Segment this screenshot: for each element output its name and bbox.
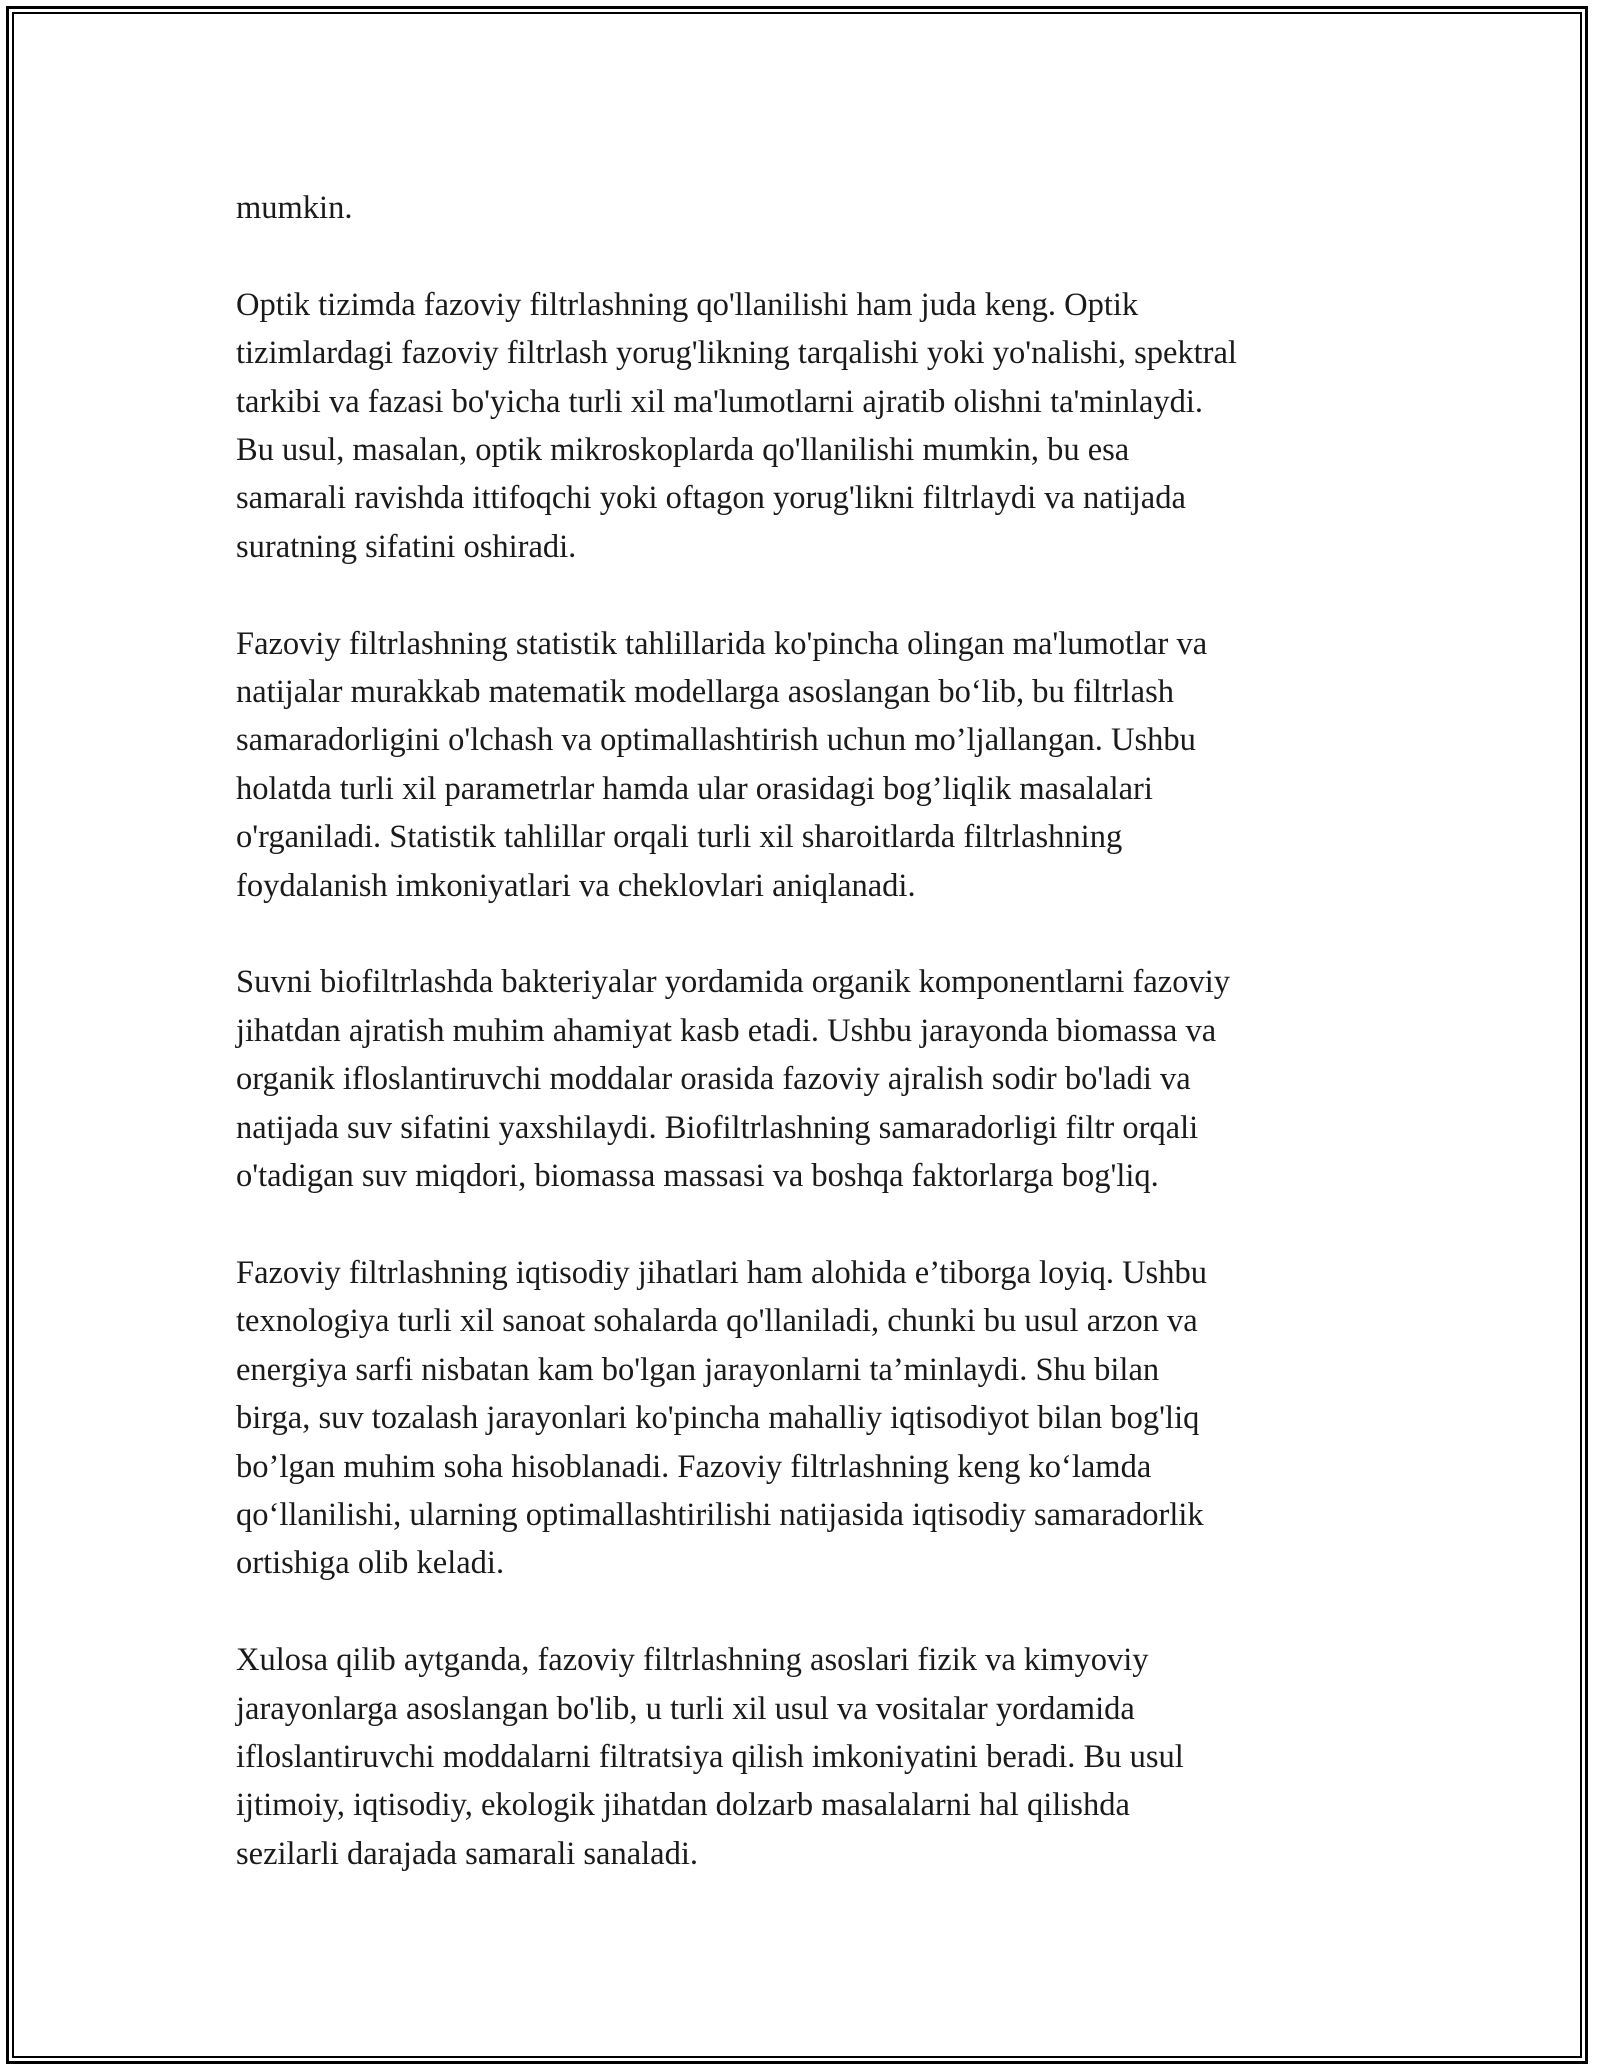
text-line: Fazoviy filtrlashning statistik tahlillarida ko'pincha olingan ma'lumotlar va bbox=[236, 625, 1208, 662]
text-line: mumkin. bbox=[236, 190, 353, 226]
text-line: natijada suv sifatini yaxshilaydi. Biofiltrlashning samaradorligi filtr orqali bbox=[236, 1109, 1199, 1146]
text-line: tarkibi va fazasi bo'yicha turli xil ma'lumotlarni ajratib olishni ta'minlaydi. bbox=[236, 383, 1204, 420]
text-line: qo‘llanilishi, ularning optimallashtirilishi natijasida iqtisodiy samaradorlik bbox=[236, 1496, 1204, 1533]
paragraph-6 bbox=[236, 1636, 1376, 1878]
text-line: o'rganiladi. Statistik tahlillar orqali turli xil sharoitlarda filtrlashning bbox=[236, 819, 1123, 856]
text-line: ijtimoiy, iqtisodiy, ekologik jihatdan dolzarb masalalarni hal qilishda bbox=[236, 1787, 1130, 1824]
text-line: texnologiya turli xil sanoat sohalarda qo'llaniladi, chunki bu usul arzon va bbox=[236, 1303, 1198, 1340]
text-line: organik ifloslantiruvchi moddalar orasida fazoviy ajralish sodir bo'ladi va bbox=[236, 1061, 1191, 1098]
text-line: jihatdan ajratish muhim ahamiyat kasb etadi. Ushbu jarayonda biomassa va bbox=[236, 1012, 1217, 1049]
text-line: Xulosa qilib aytganda, fazoviy filtrlashning asoslari fizik va kimyoviy bbox=[236, 1642, 1149, 1679]
text-line: ifloslantiruvchi moddalarni filtratsiya qilish imkoniyatini beradi. Bu usul bbox=[236, 1738, 1184, 1775]
text-line: suratning sifatini oshiradi. bbox=[236, 528, 577, 565]
text-line: natijalar murakkab matematik modellarga asoslangan bo‘lib, bu filtrlash bbox=[236, 674, 1175, 711]
paragraph-1 bbox=[236, 184, 1376, 232]
text-line: bo’lgan muhim soha hisoblanadi. Fazoviy filtrlashning keng ko‘lamda bbox=[236, 1448, 1152, 1485]
paragraph-5 bbox=[236, 1249, 1376, 1588]
paragraph-2 bbox=[236, 281, 1376, 571]
text-line: energiya sarfi nisbatan kam bo'lgan jarayonlarni ta’minlaydi. Shu bilan bbox=[236, 1351, 1160, 1388]
text-line: foydalanish imkoniyatlari va cheklovlari aniqlanadi. bbox=[236, 867, 916, 904]
text-line: ortishiga olib keladi. bbox=[236, 1545, 505, 1582]
text-line: tizimlardagi fazoviy filtrlash yorug'likning tarqalishi yoki yo'nalishi, spektral bbox=[236, 335, 1237, 372]
text-line: jarayonlarga asoslangan bo'lib, u turli xil usul va vositalar yordamida bbox=[236, 1690, 1135, 1727]
text-line: Optik tizimda fazoviy filtrlashning qo'llanilishi ham juda keng. Optik bbox=[236, 286, 1139, 323]
paragraph-4 bbox=[236, 958, 1376, 1200]
text-line: sezilarli darajada samarali sanaladi. bbox=[236, 1835, 698, 1872]
text-line: Fazoviy filtrlashning iqtisodiy jihatlari ham alohida e’tiborga loyiq. Ushbu bbox=[236, 1254, 1207, 1291]
text-line: holatda turli xil parametrlar hamda ular orasidagi bog’liqlik masalalari bbox=[236, 770, 1153, 807]
paragraph-3 bbox=[236, 620, 1376, 910]
text-line: Bu usul, masalan, optik mikroskoplarda qo'llanilishi mumkin, bu esa bbox=[236, 432, 1130, 469]
text-line: birga, suv tozalash jarayonlari ko'pincha mahalliy iqtisodiyot bilan bog'liq bbox=[236, 1400, 1200, 1437]
text-line: o'tadigan suv miqdori, biomassa massasi va boshqa faktorlarga bog'liq. bbox=[236, 1158, 1159, 1195]
document-body bbox=[236, 184, 1376, 1927]
text-line: Suvni biofiltrlashda bakteriyalar yordamida organik komponentlarni fazoviy bbox=[236, 964, 1230, 1001]
text-line: samaradorligini o'lchash va optimallashtirish uchun mo’ljallangan. Ushbu bbox=[236, 722, 1196, 759]
text-line: samarali ravishda ittifoqchi yoki oftagon yorug'likni filtrlaydi va natijada bbox=[236, 480, 1186, 517]
